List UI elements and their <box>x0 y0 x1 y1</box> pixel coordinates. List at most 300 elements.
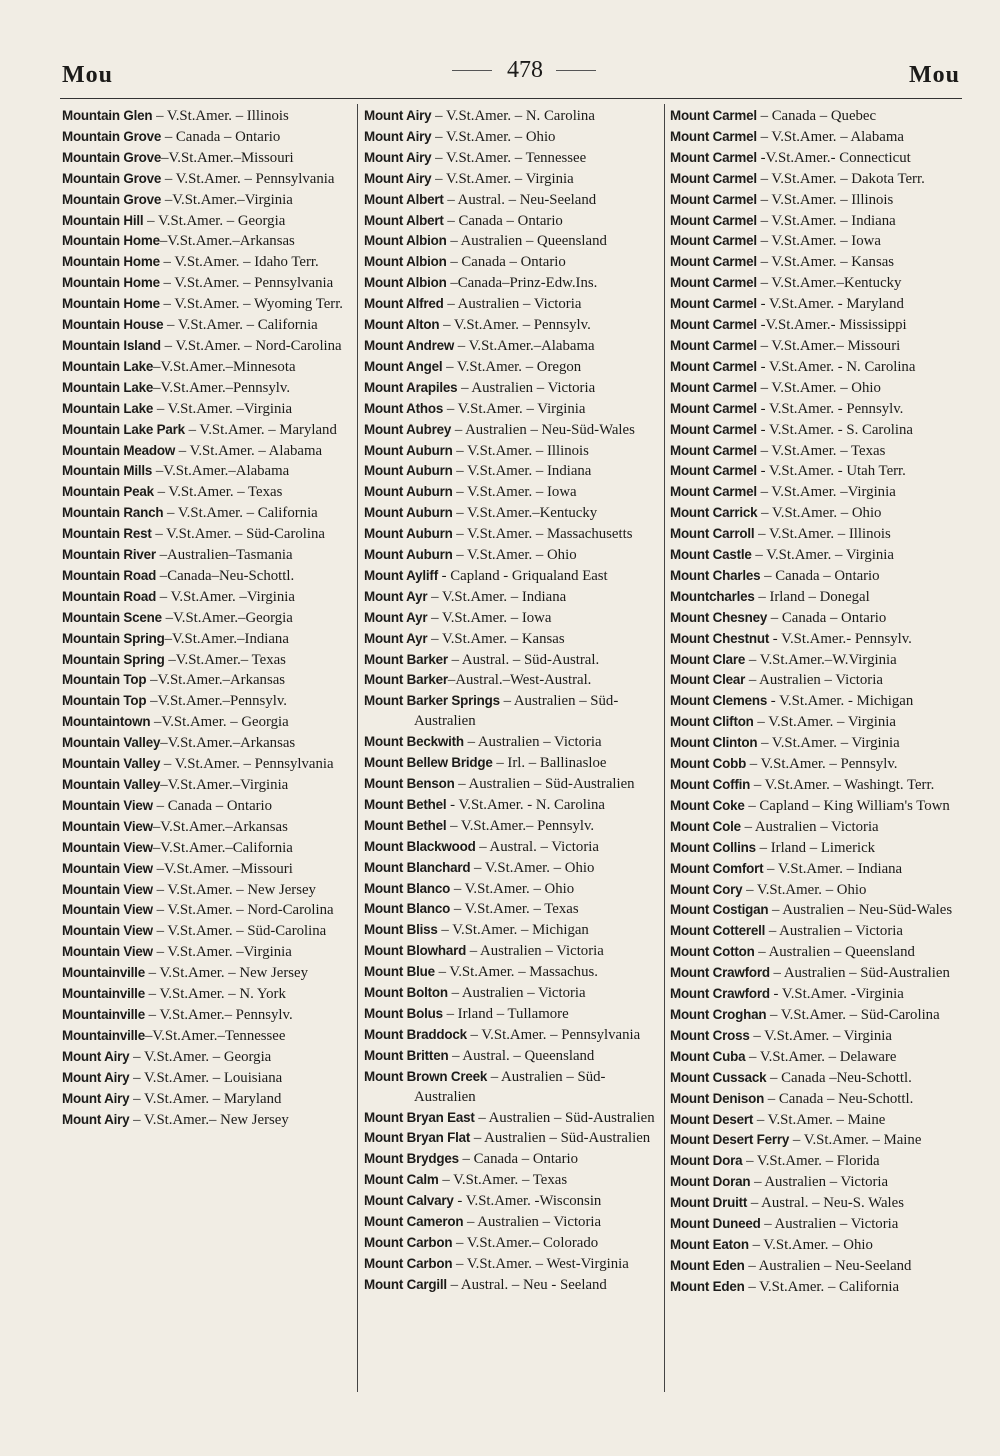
gazetteer-entry <box>62 378 352 399</box>
place-name: Mount Airy <box>62 1069 130 1085</box>
gazetteer-entry <box>364 273 660 294</box>
place-name: Mount Bliss <box>364 922 438 938</box>
place-name: Mount Carmel <box>670 128 757 144</box>
gazetteer-entry <box>62 503 352 524</box>
place-location: – V.St.Amer.–Kentucky <box>756 275 902 292</box>
place-name: Mountain Lake <box>62 400 154 416</box>
place-location: – Irland – Tullamore <box>442 1005 569 1022</box>
place-location: – V.St.Amer. – Ohio <box>756 379 881 396</box>
place-name: Mount Auburn <box>364 442 453 458</box>
place-location: –V.St.Amer.–Arkansas <box>160 735 296 752</box>
place-location: – V.St.Amer. – Virginia <box>431 170 574 187</box>
place-location: –V.St.Amer.–Arkansas <box>146 672 286 689</box>
place-name: Mount Auburn <box>364 547 453 563</box>
place-name: Mountain Valley <box>62 777 161 792</box>
place-name: Mount Coke <box>670 797 745 813</box>
place-location: –V.St.Amer.–Tennessee <box>144 1027 286 1044</box>
place-name: Mountain View <box>62 818 153 834</box>
place-name: Mount Blanchard <box>364 859 471 875</box>
gazetteer-entry <box>364 294 660 315</box>
place-name: Mountain Rest <box>62 526 152 542</box>
place-location: – V.St.Amer. –Virginia <box>152 944 292 961</box>
place-location: – V.St.Amer. – Pennsylv. <box>439 317 591 334</box>
gazetteer-entry <box>62 211 352 232</box>
place-name: Mount Carmel <box>670 400 757 416</box>
gazetteer-entry <box>364 1212 660 1233</box>
place-location: – Australien – Victoria <box>457 379 596 396</box>
place-name: Mount Castle <box>670 547 752 563</box>
place-name: Mount Carmel <box>670 149 757 165</box>
gazetteer-entry <box>670 880 964 901</box>
gazetteer-entry <box>670 545 964 566</box>
place-name: Mountainville <box>62 965 145 981</box>
gazetteer-entry <box>364 378 660 399</box>
place-name: Mountain House <box>62 317 164 333</box>
place-name: Mount Eaton <box>670 1236 749 1252</box>
gazetteer-entry <box>364 503 660 524</box>
place-name: Mount Calm <box>364 1172 439 1188</box>
place-location: – V.St.Amer. – Ohio <box>470 859 595 876</box>
place-name: Mount Cole <box>670 818 741 834</box>
place-name: Mount Airy <box>364 108 432 123</box>
place-name: Mount Barker <box>364 672 448 688</box>
place-name: Mount Clemens <box>670 693 768 709</box>
place-location: – V.St.Amer. – Washingt. Terr. <box>750 777 935 793</box>
place-location: – V.St.Amer. – Virginia <box>753 714 896 731</box>
gazetteer-entry <box>670 838 964 859</box>
gazetteer-entry <box>62 1005 352 1026</box>
gazetteer-entry <box>670 127 964 148</box>
gazetteer-entry <box>364 1191 660 1212</box>
place-name: Mount Desert Ferry <box>670 1132 790 1148</box>
gazetteer-entry <box>62 294 352 315</box>
gazetteer-entry <box>62 1026 352 1047</box>
place-name: Mountain Spring <box>62 630 165 646</box>
gazetteer-entry <box>364 1046 660 1067</box>
place-name: Mount Comfort <box>670 860 764 876</box>
place-location: –Canada–Neu-Schottl. <box>156 567 295 584</box>
gazetteer-entry <box>670 1256 964 1277</box>
place-name: Mountain View <box>62 923 153 939</box>
gazetteer-entry <box>62 273 352 294</box>
place-name: Mountain Lake <box>62 379 154 395</box>
gazetteer-entry <box>670 1068 964 1089</box>
place-name: Mountain Grove <box>62 191 162 207</box>
place-location: – Canada –Neu-Schottl. <box>766 1069 912 1086</box>
header-right-keyword: Mou <box>909 62 960 88</box>
gazetteer-entry <box>364 795 660 816</box>
place-name: Mount Carmel <box>670 275 757 291</box>
place-name: Mount Bethel <box>364 796 447 812</box>
place-location: –Canada–Prinz-Edw.Ins. <box>446 275 598 292</box>
place-location: – Australien – Queensland <box>754 944 915 961</box>
place-name: Mount Carmel <box>670 296 757 312</box>
place-name: Mountain View <box>62 902 153 918</box>
page-header <box>0 54 1000 94</box>
place-location: - V.St.Amer. - Pennsylv. <box>756 400 904 417</box>
gazetteer-entry <box>670 1277 964 1298</box>
gazetteer-entry <box>670 712 964 733</box>
gazetteer-entry <box>364 357 660 378</box>
gazetteer-entry <box>62 796 352 817</box>
gazetteer-entry <box>670 650 964 671</box>
gazetteer-entry <box>364 983 660 1004</box>
gazetteer-entry <box>364 169 660 190</box>
place-name: Mount Denison <box>670 1090 765 1106</box>
place-name: Mount Airy <box>62 1090 130 1106</box>
gazetteer-entry <box>62 942 352 963</box>
place-name: Mount Chesney <box>670 609 768 625</box>
place-location: – Australien – Neu-Süd-Wales <box>451 421 635 438</box>
place-name: Mountainville <box>62 1006 145 1022</box>
place-name: Mount Clear <box>670 672 746 688</box>
place-name: Mount Chestnut <box>670 630 770 646</box>
gazetteer-entry <box>670 1089 964 1110</box>
place-name: Mountain Lake <box>62 358 154 374</box>
gazetteer-entry <box>364 1254 660 1275</box>
gazetteer-entry <box>670 587 964 608</box>
place-name: Mountain View <box>62 881 153 897</box>
place-location: – V.St.Amer. – Nord-Carolina <box>152 902 334 919</box>
place-name: Mountain Home <box>62 254 160 270</box>
place-location: –Austral.–West-Austral. <box>447 672 592 689</box>
place-name: Mount Blue <box>364 964 435 980</box>
place-name: Mount Blanco <box>364 901 451 917</box>
place-location: - V.St.Amer. - N. Carolina <box>756 358 916 375</box>
gazetteer-entry <box>364 962 660 983</box>
place-name: Mount Brydges <box>364 1151 459 1167</box>
gazetteer-entry <box>670 733 964 754</box>
gazetteer-entry <box>670 441 964 462</box>
gazetteer-entry <box>670 378 964 399</box>
place-name: Mount Carbon <box>364 1234 453 1250</box>
place-name: Mount Bethel <box>364 817 447 833</box>
gazetteer-entry <box>364 732 660 753</box>
gazetteer-entry <box>62 984 352 1005</box>
place-location: -V.St.Amer.- Mississippi <box>756 317 907 334</box>
place-name: Mount Carmel <box>670 421 757 437</box>
gazetteer-entry <box>670 273 964 294</box>
gazetteer-entry <box>62 608 352 629</box>
column-3 <box>670 106 964 1298</box>
place-location: – Austral. – Neu-S. Wales <box>747 1195 904 1212</box>
place-name: Mount Alfred <box>364 296 444 312</box>
place-name: Mount Cameron <box>364 1214 464 1230</box>
gazetteer-entry <box>670 106 964 127</box>
gazetteer-entry <box>364 1149 660 1170</box>
place-name: Mount Ayr <box>364 609 428 625</box>
gazetteer-entry <box>364 1067 660 1108</box>
place-location: – Austral. – Queensland <box>448 1047 595 1064</box>
gazetteer-entry <box>62 399 352 420</box>
place-location: – V.St.Amer. – Tennessee <box>431 149 587 166</box>
place-location: – Australien – Süd-Australien <box>454 776 635 792</box>
place-location: – V.St.Amer. – Texas <box>438 1172 568 1189</box>
place-location: –Australien–Tasmania <box>155 547 293 564</box>
place-name: Mount Cotton <box>670 944 755 960</box>
place-name: Mount Blackwood <box>364 838 476 854</box>
place-name: Mount Beckwith <box>364 734 464 750</box>
gazetteer-entry <box>364 190 660 211</box>
gazetteer-entry <box>670 357 964 378</box>
place-name: Mountainville <box>62 1027 145 1043</box>
gazetteer-entry <box>364 252 660 273</box>
place-location: – Canada – Ontario <box>767 609 887 626</box>
gazetteer-entry <box>364 941 660 962</box>
place-name: Mountain View <box>62 944 153 960</box>
place-name: Mount Charles <box>670 567 761 583</box>
gazetteer-entry <box>364 899 660 920</box>
place-name: Mount Carmel <box>670 191 757 207</box>
gazetteer-entry <box>62 148 352 169</box>
place-location: - Capland - Griqualand East <box>437 567 608 584</box>
place-location: – V.St.Amer. – New Jersey <box>144 965 309 982</box>
place-name: Mount Auburn <box>364 484 453 500</box>
place-name: Mount Eden <box>670 1257 745 1273</box>
header-rule <box>60 98 962 99</box>
place-location: – Canada – Ontario <box>161 128 281 145</box>
gazetteer-entry <box>62 420 352 441</box>
gazetteer-entry <box>364 650 660 671</box>
gazetteer-entry <box>670 1193 964 1214</box>
place-name: Mount Cuba <box>670 1048 746 1064</box>
place-location: – V.St.Amer. – N. Carolina <box>431 108 595 124</box>
place-name: Mount Carmel <box>670 442 757 458</box>
gazetteer-entry <box>670 963 964 984</box>
gazetteer-entry <box>670 900 964 921</box>
place-location: – V.St.Amer. –Virginia <box>756 484 896 501</box>
gazetteer-entry <box>62 315 352 336</box>
gazetteer-entry <box>670 608 964 629</box>
place-name: Mount Carbon <box>364 1255 453 1271</box>
place-name: Mount Arapiles <box>364 379 458 395</box>
place-location: – V.St.Amer. – Massachusetts <box>452 526 633 543</box>
gazetteer-entry <box>364 482 660 503</box>
gazetteer-entry <box>670 315 964 336</box>
place-name: Mount Bolton <box>364 985 448 1001</box>
gazetteer-entry <box>364 441 660 462</box>
gazetteer-entry <box>670 420 964 441</box>
gazetteer-entry <box>62 838 352 859</box>
place-location: – Australien – Victoria <box>745 672 883 689</box>
gazetteer-entry <box>364 399 660 420</box>
place-location: – V.St.Amer. – Illinois <box>754 526 891 543</box>
place-location: – V.St.Amer. – Florida <box>742 1153 880 1170</box>
place-location: –V.St.Amer.–Alabama <box>152 463 290 480</box>
place-name: Mountain Grove <box>62 149 162 165</box>
place-location: – Irland – Donegal <box>754 588 870 605</box>
place-location: – V.St.Amer.–W.Virginia <box>745 651 897 668</box>
gazetteer-entry <box>670 1151 964 1172</box>
place-name: Mount Carrick <box>670 505 758 521</box>
gazetteer-entry <box>62 190 352 211</box>
place-name: Mountain Peak <box>62 484 154 500</box>
place-location: - V.St.Amer. - Utah Terr. <box>756 463 906 480</box>
gazetteer-entry <box>62 880 352 901</box>
place-location: – V.St.Amer. – Alabama <box>756 128 904 145</box>
place-name: Mount Clinton <box>670 735 758 751</box>
gazetteer-entry <box>364 753 660 774</box>
place-location: – V.St.Amer. – Iowa <box>427 609 552 626</box>
place-location: – V.St.Amer. – N. York <box>144 986 286 1003</box>
place-location: - V.St.Amer. -Virginia <box>769 986 904 1003</box>
place-name: Mount Barker <box>364 651 448 667</box>
gazetteer-entry <box>62 712 352 733</box>
place-name: Mount Cross <box>670 1027 750 1043</box>
place-location: – V.St.Amer. – Dakota Terr. <box>756 170 925 187</box>
place-name: Mount Andrew <box>364 337 455 353</box>
place-name: Mount Braddock <box>364 1026 467 1042</box>
gazetteer-entry <box>364 231 660 252</box>
place-name: Mount Blanco <box>364 880 451 896</box>
gazetteer-entry <box>670 169 964 190</box>
place-location: – V.St.Amer. – New Jersey <box>152 881 316 898</box>
place-location: – V.St.Amer. – Nord-Carolina <box>160 337 342 354</box>
place-location: - V.St.Amer. - S. Carolina <box>756 421 913 438</box>
column-divider-1 <box>357 104 358 1392</box>
place-name: Mount Aubrey <box>364 421 452 437</box>
place-location: – Austral. – Victoria <box>475 838 599 855</box>
gazetteer-entry <box>364 774 660 795</box>
place-name: Mount Cussack <box>670 1069 767 1085</box>
gazetteer-entry <box>670 252 964 273</box>
place-location: - V.St.Amer. -Wisconsin <box>453 1193 602 1210</box>
gazetteer-entry <box>62 691 352 712</box>
gazetteer-entry <box>670 942 964 963</box>
place-location: – Australien – Neu-Seeland <box>744 1257 912 1274</box>
place-name: Mount Druitt <box>670 1195 748 1211</box>
place-location: –V.St.Amer.–Arkansas <box>159 233 295 250</box>
place-name: Mount Albion <box>364 233 447 249</box>
gazetteer-entry <box>62 336 352 357</box>
gazetteer-entry <box>62 252 352 273</box>
gazetteer-entry <box>670 1235 964 1256</box>
place-name: Mount Athos <box>364 400 444 416</box>
place-location: – Australien – Victoria <box>463 1214 602 1231</box>
place-location: –V.St.Amer.–Pennsylv. <box>153 379 291 396</box>
place-location: – V.St.Amer. – Oregon <box>442 358 582 375</box>
place-name: Mount Cory <box>670 881 743 897</box>
place-name: Mount Carmel <box>670 317 757 333</box>
gazetteer-entry <box>62 587 352 608</box>
place-location: – V.St.Amer. – Louisiana <box>129 1069 283 1086</box>
place-location: – Australien – Queensland <box>446 233 607 250</box>
place-location: – Australien – Süd-Australien <box>769 965 950 982</box>
place-name: Mount Angel <box>364 358 443 374</box>
place-location: – V.St.Amer.–Alabama <box>454 337 595 354</box>
place-name: Mount Coffin <box>670 777 751 792</box>
place-name: Mountain Island <box>62 337 161 353</box>
gazetteer-entry <box>62 859 352 880</box>
place-location: – V.St.Amer.–Kentucky <box>452 505 598 522</box>
place-location: – V.St.Amer. – Indiana <box>427 588 567 605</box>
place-location: – Australien – Süd-Australien <box>414 1068 606 1105</box>
gazetteer-entry <box>364 629 660 650</box>
gazetteer-entry <box>364 148 660 169</box>
gazetteer-entry <box>62 545 352 566</box>
gazetteer-entry <box>62 733 352 754</box>
gazetteer-entry <box>62 963 352 984</box>
gazetteer-entry <box>670 629 964 650</box>
place-location: – Australien – Victoria <box>466 943 604 960</box>
place-name: Mountain Top <box>62 693 147 709</box>
place-location: – V.St.Amer. – Ohio <box>452 547 577 564</box>
place-location: – V.St.Amer. – Ohio <box>748 1236 873 1253</box>
place-name: Mount Ayr <box>364 588 428 604</box>
place-location: – V.St.Amer. – Texas <box>450 901 579 918</box>
place-name: Mount Carmel <box>670 358 757 374</box>
place-name: Mount Carmel <box>670 233 757 249</box>
place-location: – V.St.Amer. – Illinois <box>152 108 289 124</box>
place-name: Mountain Top <box>62 672 147 688</box>
place-location: –V.St.Amer. –Missouri <box>152 860 293 877</box>
place-location: – Australien – Victoria <box>760 1216 899 1233</box>
place-name: Mount Bryan East <box>364 1109 475 1125</box>
gazetteer-entry <box>62 754 352 775</box>
gazetteer-entry <box>670 1047 964 1068</box>
place-location: –V.St.Amer.–Missouri <box>161 149 294 166</box>
place-location: – V.St.Amer. – Virginia <box>443 400 586 417</box>
gazetteer-entry <box>364 837 660 858</box>
place-name: Mount Crawford <box>670 986 770 1002</box>
gazetteer-entry <box>670 1110 964 1131</box>
column-1 <box>62 106 352 1130</box>
place-name: Mount Alton <box>364 317 440 333</box>
gazetteer-entry <box>62 441 352 462</box>
place-location: –V.St.Amer.–Pennsylv. <box>146 693 287 710</box>
place-location: – V.St.Amer. – Maryland <box>184 421 337 438</box>
place-name: Mount Ayr <box>364 630 428 646</box>
gazetteer-entry <box>364 1275 660 1296</box>
place-location: – V.St.Amer. – Ohio <box>450 880 575 897</box>
place-location: – Capland – King William's Town <box>744 797 950 814</box>
gazetteer-entry <box>670 190 964 211</box>
gazetteer-entry <box>62 775 352 796</box>
gazetteer-entry <box>670 1214 964 1235</box>
gazetteer-entry <box>62 231 352 252</box>
gazetteer-entry <box>364 461 660 482</box>
place-location: – V.St.Amer.– Colorado <box>452 1234 599 1251</box>
place-name: Mountain Meadow <box>62 442 176 458</box>
gazetteer-entry <box>364 920 660 941</box>
gazetteer-entry <box>364 566 660 587</box>
place-location: – V.St.Amer. – West-Virginia <box>452 1255 629 1272</box>
gazetteer-entry <box>670 461 964 482</box>
place-name: Mount Auburn <box>364 505 453 521</box>
place-location: – V.St.Amer. – Kansas <box>756 254 895 271</box>
place-location: – V.St.Amer. – Iowa <box>756 233 881 250</box>
place-name: Mountaintown <box>62 714 151 730</box>
place-location: – Australien – Victoria <box>443 296 582 313</box>
place-location: – V.St.Amer. – California <box>744 1278 900 1295</box>
gazetteer-entry <box>670 754 964 775</box>
place-name: Mountain Grove <box>62 128 162 144</box>
place-location: – V.St.Amer. – Illinois <box>756 191 894 208</box>
gazetteer-entry <box>62 629 352 650</box>
place-name: Mountain Ranch <box>62 505 164 521</box>
gazetteer-entry <box>670 817 964 838</box>
place-location: – V.St.Amer. – Virginia <box>757 735 900 752</box>
gazetteer-entry <box>62 670 352 691</box>
place-location: – V.St.Amer. – Pennsylv. <box>746 756 898 773</box>
place-location: – Austral. – Neu - Seeland <box>446 1276 607 1293</box>
place-location: – Canada – Neu-Schottl. <box>764 1090 914 1107</box>
place-name: Mount Crawford <box>670 965 770 981</box>
place-location: – V.St.Amer. – Süd-Carolina <box>151 526 325 543</box>
place-name: Mount Albion <box>364 275 447 291</box>
gazetteer-entry <box>62 900 352 921</box>
place-name: Mount Calvary <box>364 1193 454 1209</box>
